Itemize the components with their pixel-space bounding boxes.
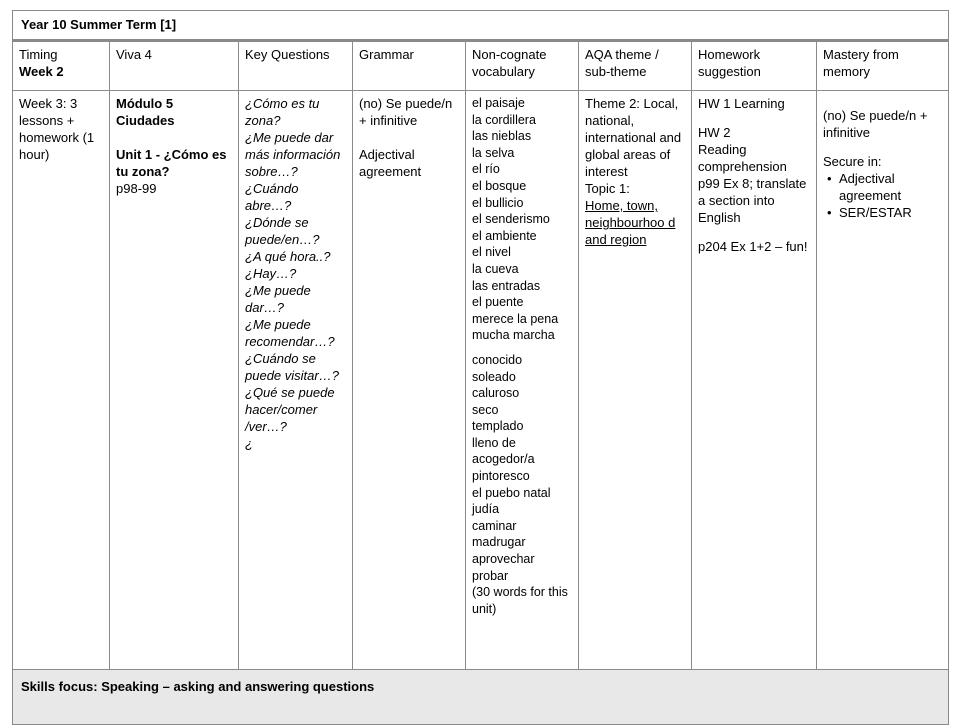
vocab-item: las entradas (472, 278, 541, 293)
header-timing (13, 41, 110, 91)
vocab-item: el bullicio (472, 195, 524, 210)
viva-unit: Unit 1 - ¿Cómo es tu zona? (116, 147, 227, 179)
vocab-item: la cordillera (472, 112, 536, 127)
table-row (13, 91, 949, 670)
vocab-item: probar (472, 568, 509, 583)
header-viva: Viva 4 (110, 41, 239, 91)
aqa-topic-name: Home, town, neighbourhoo d and region (585, 198, 676, 247)
header-row (13, 41, 949, 91)
cell-vocab (466, 91, 579, 670)
list-item: • Adjectival agreement (839, 170, 942, 204)
homework-2-label: HW 2 (698, 125, 731, 140)
header-key-questions: Key Questions (239, 41, 353, 91)
key-question: ¿ (245, 436, 253, 451)
mastery-secure-label: Secure in: (823, 154, 882, 169)
header-timing-week: Week 2 (19, 64, 64, 79)
key-question: ¿Me puede dar…? (245, 283, 311, 315)
lesson-plan-table (12, 10, 949, 725)
vocab-item: acogedor/a (472, 452, 535, 467)
vocab-item: la selva (472, 145, 515, 160)
vocab-item: caminar (472, 518, 517, 533)
cell-viva (110, 91, 239, 670)
vocab-item: mucha marcha (472, 328, 555, 343)
vocab-item: (30 words for this unit) (472, 585, 568, 616)
header-aqa: AQA theme / sub-theme (579, 41, 692, 91)
table-title: Year 10 Summer Term [1] (13, 11, 949, 41)
vocab-item: merece la pena (472, 311, 559, 326)
vocab-item: el paisaje (472, 96, 525, 110)
vocab-item: caluroso (472, 386, 520, 401)
vocab-item: el bosque (472, 178, 527, 193)
viva-pages: p98-99 (116, 181, 157, 196)
viva-module: Módulo 5 Ciudades (116, 96, 175, 128)
key-question: ¿Me puede dar más información sobre…? (245, 130, 341, 179)
key-question: ¿A qué hora..? (245, 249, 331, 264)
vocab-item: las nieblas (472, 129, 532, 144)
key-question: ¿Hay…? (245, 266, 297, 281)
aqa-topic: Topic 1: (585, 181, 630, 196)
cell-key-questions (239, 91, 353, 670)
cell-mastery (817, 91, 949, 670)
skills-focus: Skills focus: Speaking – asking and answering questions (13, 670, 949, 725)
list-item: • SER/ESTAR (839, 204, 942, 221)
key-question: ¿Cuándo abre…? (245, 181, 299, 213)
vocab-item: conocido (472, 352, 523, 367)
vocab-item: el nivel (472, 245, 511, 260)
key-question: ¿Qué se puede hacer/comer /ver…? (245, 385, 335, 434)
cell-timing: Week 3: 3 lessons + homework (1 hour) (13, 91, 110, 670)
mastery-secure-list (823, 170, 942, 221)
cell-grammar (353, 91, 466, 670)
vocab-item: pintoresco (472, 469, 530, 484)
mastery-item: (no) Se puede/n + infinitive (823, 108, 928, 140)
lesson-plan-sheet (12, 10, 948, 725)
vocab-item: el río (472, 162, 500, 177)
vocab-item: soleado (472, 369, 516, 384)
vocab-item: el ambiente (472, 228, 537, 243)
header-timing-label: Timing (19, 47, 58, 62)
vocab-item: templado (472, 419, 524, 434)
key-question: ¿Dónde se puede/en…? (245, 215, 320, 247)
header-vocab: Non-cognate vocabulary (466, 41, 579, 91)
vocab-item: lleno de (472, 435, 516, 450)
vocab-item: el puebo natal judía (472, 485, 551, 517)
homework-extra: p204 Ex 1+2 – fun! (698, 239, 808, 254)
header-mastery: Mastery from memory (817, 41, 949, 91)
vocab-item: el senderismo (472, 212, 550, 227)
grammar-point: (no) Se puede/n + infinitive (359, 96, 453, 128)
homework-2-text: Reading comprehension p99 Ex 8; translate a section into English (698, 142, 807, 225)
vocab-item: la cueva (472, 261, 519, 276)
key-question: ¿Me puede recomendar…? (245, 317, 335, 349)
vocab-item: seco (472, 402, 499, 417)
grammar-point: Adjectival agreement (359, 147, 422, 179)
header-grammar: Grammar (353, 41, 466, 91)
cell-aqa (579, 91, 692, 670)
key-question: ¿Cómo es tu zona? (245, 96, 320, 128)
vocab-item: el puente (472, 295, 524, 310)
cell-homework (692, 91, 817, 670)
aqa-theme: Theme 2: Local, national, international and global areas of interest (585, 96, 682, 179)
homework-1: HW 1 Learning (698, 96, 785, 111)
vocab-item: aprovechar (472, 552, 535, 567)
key-question: ¿Cuándo se puede visitar…? (245, 351, 339, 383)
header-homework: Homework suggestion (692, 41, 817, 91)
vocab-item: madrugar (472, 535, 526, 550)
